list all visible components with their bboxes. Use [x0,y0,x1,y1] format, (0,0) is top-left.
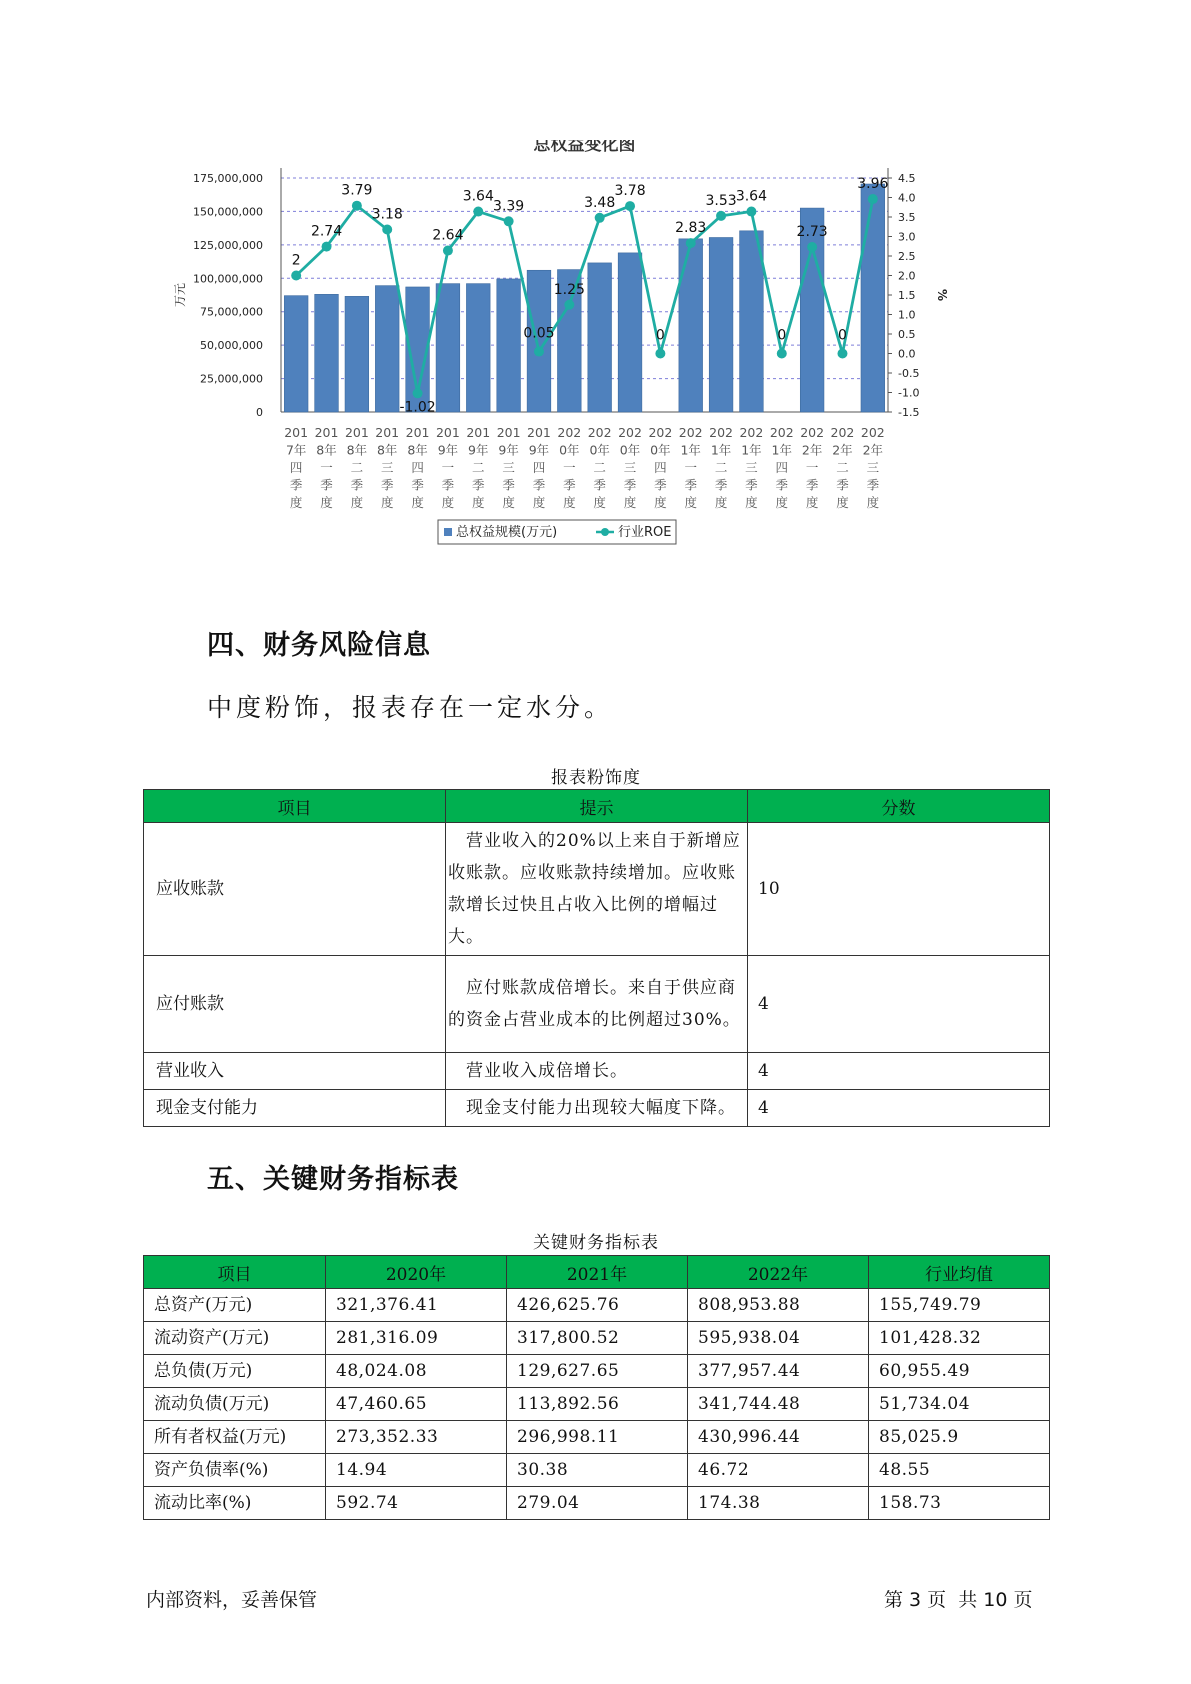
fin-value-cell: 592.74 [326,1487,507,1520]
x-tick-label: 一 [441,460,455,475]
risk-score-cell: 10 [748,823,1050,956]
x-tick-label: 9年 [468,442,489,458]
roe-data-label: 2.73 [796,224,828,241]
risk-hint-cell: 营业收入的20%以上来自于新增应收账款。应收账款持续增加。应收账款增长过快且占收入比例的增幅过大。 [446,823,748,956]
roe-point [655,349,665,359]
x-tick-label: 季 [380,477,394,493]
roe-point [777,349,787,359]
y-tick-label: 175,000,000 [193,172,263,185]
risk-item-cell: 应收账款 [144,823,446,956]
equity-chart-svg [170,140,1040,595]
roe-point [564,300,574,310]
fin-value-cell: 430,996.44 [688,1421,869,1454]
risk-table-header-row [144,790,1050,823]
y-tick-label: 25,000,000 [200,372,263,386]
equity-bar [436,284,460,412]
fin-item-cell: 流动资产(万元) [144,1322,326,1355]
fin-header-2022: 2022年 [688,1256,869,1289]
roe-data-label: 0 [777,327,787,344]
x-tick-label: 二 [714,460,728,475]
x-tick-label: 季 [441,477,455,493]
x-tick-label: 202 [830,425,855,440]
table-row [144,1487,1050,1520]
roe-data-label: 3.64 [462,188,494,205]
roe-data-label: 3.53 [705,192,737,209]
x-tick-label: 2年 [832,442,853,458]
x-tick-label: 度 [745,495,758,510]
x-tick-label: 三 [866,460,880,475]
fin-item-cell: 总资产(万元) [144,1289,326,1322]
x-tick-label: 201 [375,425,400,440]
roe-point [473,207,483,217]
y2-tick-label: -1.5 [898,406,920,419]
table-row [144,1355,1050,1388]
x-tick-label: 度 [411,495,424,510]
x-tick-label: 8年 [407,442,428,458]
table-row [144,1053,1050,1090]
footer-confidential-note: 内部资料，妥善保管 [146,1589,318,1611]
x-tick-label: 季 [593,477,606,493]
x-tick-label: 度 [593,495,606,510]
table-row [144,1289,1050,1322]
roe-point [837,349,847,359]
y2-tick-label: 2.0 [898,269,916,283]
roe-point [443,246,453,256]
x-tick-label: 201 [314,425,339,440]
x-tick-label: 度 [502,495,515,510]
x-tick-label: 度 [775,495,789,510]
chart-title: 总权益变化图 [533,140,636,155]
x-tick-label: 0年 [559,442,580,458]
legend-bar-label: 总权益规模(万元) [456,525,558,540]
x-tick-label: 201 [344,425,369,440]
x-tick-label: 度 [684,495,697,510]
equity-bar [679,239,703,412]
equity-chart [170,140,1040,595]
y-tick-label: 0 [256,406,263,419]
x-tick-label: 二 [593,460,606,475]
x-tick-label: 季 [502,477,515,493]
x-tick-label: 202 [739,425,764,440]
roe-point [625,201,635,211]
equity-bar [284,296,308,412]
x-tick-label: 202 [709,425,734,440]
x-tick-label: 二 [472,460,485,475]
fin-value-cell: 279.04 [507,1487,688,1520]
risk-score-cell: 4 [748,956,1050,1053]
fin-value-cell: 48,024.08 [326,1355,507,1388]
x-tick-label: 1年 [741,442,762,458]
x-tick-label: 季 [472,477,485,493]
x-tick-label: 1年 [771,442,793,458]
roe-data-label: 3.96 [857,176,889,193]
fin-header-item: 项目 [144,1256,326,1289]
roe-data-label: 0.05 [523,325,555,342]
x-tick-label: 一 [684,460,697,475]
fin-value-cell: 273,352.33 [326,1421,507,1454]
x-tick-label: 四 [411,460,424,475]
fin-value-cell: 47,460.65 [326,1388,507,1421]
x-tick-label: 二 [350,460,364,475]
legend-line-marker [601,528,609,536]
x-tick-label: 季 [563,477,576,493]
x-tick-label: 201 [284,425,309,440]
risk-table-caption: 报表粉饰度 [551,768,641,788]
fin-item-cell: 资产负债率(%) [144,1454,326,1487]
table-row [144,823,1050,956]
equity-bar [315,294,339,412]
x-tick-label: 季 [654,477,667,493]
roe-data-label: -1.02 [399,399,436,416]
y2-tick-label: -1.0 [898,386,920,400]
legend-line-label: 行业ROE [618,525,672,540]
fin-item-cell: 总负债(万元) [144,1355,326,1388]
y-tick-label: 150,000,000 [193,205,263,219]
equity-bar [709,238,733,412]
x-tick-label: 202 [557,425,582,440]
table-row [144,1421,1050,1454]
table-row [144,956,1050,1053]
x-tick-label: 季 [532,477,546,493]
roe-data-label: 3.78 [614,183,646,200]
y2-tick-label: 4.0 [898,191,916,205]
table-row [144,1454,1050,1487]
roe-data-label: 2.64 [432,227,464,244]
y2-tick-label: -0.5 [898,367,920,380]
footer-page-number: 第 3 页 共 10 页 [884,1589,1033,1611]
x-tick-label: 8年 [316,442,337,458]
x-tick-label: 三 [380,460,394,475]
y2-tick-label: 3.5 [898,211,916,224]
roe-data-label: 3.79 [341,182,373,199]
y2-axis-label: % [935,288,949,302]
x-tick-label: 0年 [650,442,671,458]
financial-indicators-table [143,1255,1050,1520]
roe-point [322,242,332,252]
fin-header-industry-avg: 行业均值 [869,1256,1050,1289]
x-tick-label: 度 [623,495,637,510]
roe-point [868,194,878,204]
x-tick-label: 201 [527,425,551,440]
x-tick-label: 0年 [619,442,641,458]
roe-point [686,238,696,248]
roe-data-label: 2.74 [310,223,343,240]
x-tick-label: 度 [380,495,394,510]
x-tick-label: 202 [648,425,673,440]
roe-point [746,207,756,217]
equity-bar [588,263,612,412]
x-tick-label: 季 [350,477,364,493]
x-tick-label: 度 [289,495,303,510]
table-row [144,1388,1050,1421]
y2-tick-label: 3.0 [898,230,916,244]
y2-tick-label: 4.5 [898,172,916,185]
y2-tick-label: 1.0 [898,308,916,322]
fin-table-caption: 关键财务指标表 [533,1233,659,1253]
equity-bar [861,184,885,412]
risk-header-item: 项目 [144,790,446,823]
fin-value-cell: 158.73 [869,1487,1050,1520]
fin-value-cell: 113,892.56 [507,1388,688,1421]
x-tick-label: 9年 [437,442,459,458]
x-tick-label: 季 [623,477,637,493]
fin-item-cell: 流动负债(万元) [144,1388,326,1421]
roe-data-label: 1.25 [553,281,585,298]
fin-value-cell: 60,955.49 [869,1355,1050,1388]
roe-point [595,213,605,223]
y2-tick-label: 0.5 [898,328,916,341]
fin-value-cell: 808,953.88 [688,1289,869,1322]
section4-heading: 四、财务风险信息 [207,630,431,661]
fin-value-cell: 155,749.79 [869,1289,1050,1322]
equity-bar [618,253,642,412]
x-tick-label: 三 [745,460,758,475]
equity-bar [375,286,399,412]
fin-value-cell: 377,957.44 [688,1355,869,1388]
x-tick-label: 度 [441,495,455,510]
roe-point [716,211,726,221]
fin-value-cell: 426,625.76 [507,1289,688,1322]
x-tick-label: 度 [836,495,849,510]
x-tick-label: 季 [320,477,333,493]
equity-bar [345,296,369,412]
risk-score-cell: 4 [748,1090,1050,1127]
x-tick-label: 度 [350,495,364,510]
x-tick-label: 202 [618,425,642,440]
x-tick-label: 一 [320,460,333,475]
x-tick-label: 201 [435,425,460,440]
x-tick-label: 四 [289,460,303,475]
x-tick-label: 2年 [801,442,823,458]
x-tick-label: 9年 [528,442,550,458]
fin-value-cell: 317,800.52 [507,1322,688,1355]
x-tick-label: 202 [587,425,612,440]
roe-point [413,388,423,398]
x-tick-label: 201 [496,425,521,440]
roe-data-label: 3.39 [493,198,525,215]
x-tick-label: 度 [472,495,485,510]
y-tick-label: 50,000,000 [200,339,263,353]
y-tick-label: 75,000,000 [200,305,263,319]
x-tick-label: 度 [320,495,333,510]
roe-data-label: 3.48 [584,194,616,211]
fin-value-cell: 321,376.41 [326,1289,507,1322]
section4-paragraph: 中度粉饰，报表存在一定水分。 [207,693,614,722]
risk-hint-cell: 现金支付能力出现较大幅度下降。 [446,1090,748,1127]
x-tick-label: 8年 [376,442,398,458]
roe-data-label: 0 [655,327,665,344]
fin-table-header-row [144,1256,1050,1289]
x-tick-label: 202 [678,425,703,440]
roe-point [352,201,362,211]
roe-point [534,347,544,357]
equity-bar [466,284,490,412]
x-tick-label: 度 [532,495,546,510]
x-tick-label: 201 [405,425,430,440]
x-tick-label: 三 [502,460,515,475]
fin-item-cell: 所有者权益(万元) [144,1421,326,1454]
section5-heading: 五、关键财务指标表 [207,1164,459,1195]
fin-value-cell: 101,428.32 [869,1322,1050,1355]
y-tick-label: 100,000,000 [193,272,263,286]
x-tick-label: 季 [714,477,728,493]
roe-data-label: 3.64 [735,188,768,205]
roe-data-label: 2 [291,252,301,269]
risk-table [143,789,1050,1127]
y-tick-label: 125,000,000 [193,238,263,252]
legend-bar-swatch [444,528,452,536]
x-tick-label: 二 [836,460,849,475]
x-tick-label: 三 [623,460,637,475]
equity-bar [740,231,764,412]
fin-value-cell: 30.38 [507,1454,688,1487]
roe-point [291,271,301,281]
fin-value-cell: 296,998.11 [507,1421,688,1454]
x-tick-label: 1年 [680,442,701,458]
x-tick-label: 1年 [710,442,732,458]
fin-header-2021: 2021年 [507,1256,688,1289]
x-tick-label: 季 [745,477,758,493]
fin-value-cell: 46.72 [688,1454,869,1487]
x-tick-label: 度 [654,495,667,510]
x-tick-label: 9年 [498,442,519,458]
table-row [144,1090,1050,1127]
fin-value-cell: 341,744.48 [688,1388,869,1421]
roe-point [504,216,514,226]
x-tick-label: 四 [532,460,546,475]
fin-value-cell: 48.55 [869,1454,1050,1487]
table-row [144,1322,1050,1355]
fin-value-cell: 174.38 [688,1487,869,1520]
fin-value-cell: 129,627.65 [507,1355,688,1388]
fin-value-cell: 14.94 [326,1454,507,1487]
risk-header-score: 分数 [748,790,1050,823]
x-tick-label: 202 [769,425,794,440]
x-tick-label: 2年 [862,442,884,458]
fin-header-2020: 2020年 [326,1256,507,1289]
y2-tick-label: 0.0 [898,347,916,361]
x-tick-label: 季 [866,477,880,493]
risk-item-cell: 营业收入 [144,1053,446,1090]
risk-header-hint: 提示 [446,790,748,823]
y-axis-label: 万元 [173,282,187,308]
fin-item-cell: 流动比率(%) [144,1487,326,1520]
roe-data-label: 3.18 [371,206,403,223]
roe-point [807,242,817,252]
x-tick-label: 度 [563,495,576,510]
roe-point [382,224,392,234]
fin-value-cell: 51,734.04 [869,1388,1050,1421]
x-tick-label: 度 [866,495,880,510]
risk-item-cell: 现金支付能力 [144,1090,446,1127]
equity-bar [497,279,521,412]
risk-item-cell: 应付账款 [144,956,446,1053]
fin-value-cell: 85,025.9 [869,1421,1050,1454]
y2-tick-label: 1.5 [898,289,916,302]
y2-tick-label: 2.5 [898,250,916,263]
risk-hint-cell: 营业收入成倍增长。 [446,1053,748,1090]
x-tick-label: 一 [563,460,576,475]
risk-hint-cell: 应付账款成倍增长。来自于供应商的资金占营业成本的比例超过30%。 [446,956,748,1053]
x-tick-label: 四 [654,460,667,475]
x-tick-label: 度 [805,495,819,510]
x-tick-label: 7年 [285,442,307,458]
roe-data-label: 0 [838,327,847,344]
x-tick-label: 季 [411,477,424,493]
x-tick-label: 季 [775,477,789,493]
x-tick-label: 一 [805,460,819,475]
fin-value-cell: 595,938.04 [688,1322,869,1355]
x-tick-label: 度 [714,495,728,510]
x-tick-label: 季 [684,477,697,493]
x-tick-label: 季 [836,477,849,493]
x-tick-label: 202 [800,425,825,440]
x-tick-label: 8年 [346,442,368,458]
x-tick-label: 0年 [589,442,610,458]
x-tick-label: 季 [289,477,303,493]
roe-data-label: 2.83 [675,220,707,237]
x-tick-label: 201 [466,425,491,440]
fin-value-cell: 281,316.09 [326,1322,507,1355]
x-tick-label: 季 [805,477,819,493]
x-tick-label: 202 [860,425,885,440]
x-tick-label: 四 [775,460,789,475]
risk-score-cell: 4 [748,1053,1050,1090]
